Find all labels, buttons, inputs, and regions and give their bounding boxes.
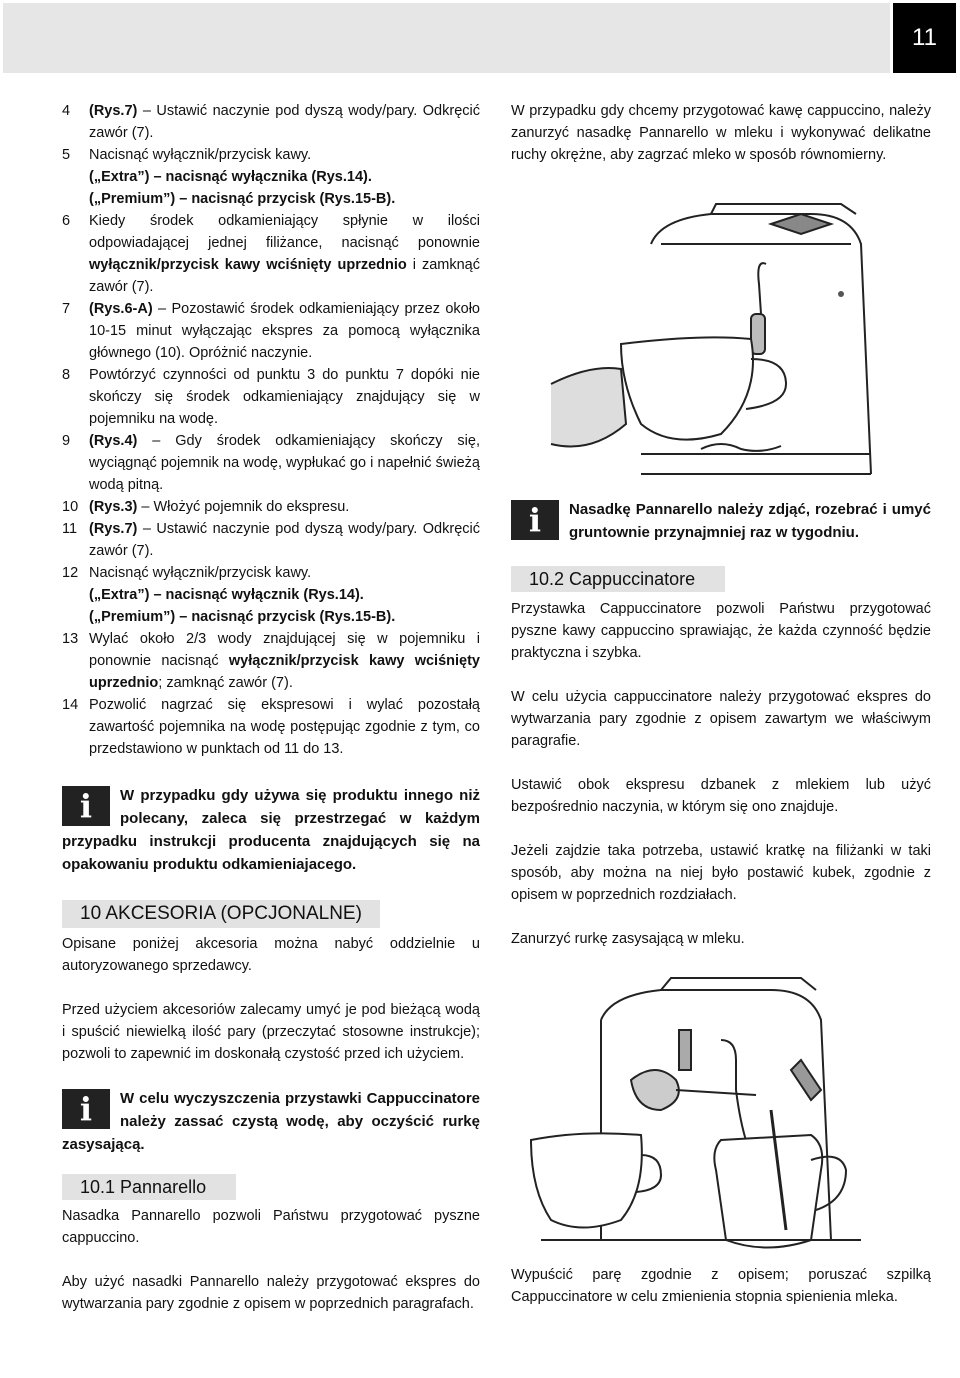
step-item [62, 628, 480, 694]
info-note-pannarello [511, 498, 931, 544]
step-number: 13 [62, 631, 79, 647]
step-item [62, 562, 480, 628]
step-item [62, 298, 480, 364]
info-note-cappuccinatore [62, 1087, 480, 1156]
cappuccinatore-grid: Jeżeli zajdzie taka potrzeba, ustawić kratkę na filiżanki w taki sposób, aby można na niej było postawić kubek, zgodnie z opisem w poprzednich rozdziałach. [511, 843, 931, 903]
step-item [62, 364, 480, 430]
step-item [62, 694, 480, 760]
step-text: Nacisnąć wyłącznik/przycisk kawy. [89, 147, 312, 163]
step-item [62, 518, 480, 562]
subsection-title-cappuccinatore: 10.2 Cappuccinatore [511, 566, 725, 592]
step-item [62, 210, 480, 298]
step-text: (Rys.7) [89, 521, 138, 537]
step-number: 9 [62, 433, 71, 449]
cappuccinatore-intro: Przystawka Cappuccinatore pozwoli Państwu przygotować pyszne kawy cappuccino sprawiając, że każda czynność będzie praktyczna i szybka. [511, 601, 931, 661]
info-note-text: W przypadku gdy używa się produktu innego niż polecany, zaleca się przestrzegać w każdym przypadku instrukcji producenta znajdujących się na opakowaniu produktu odkamieniajacego. [62, 787, 480, 873]
step-subline: („Extra”) – nacisnąć wyłącznik (Rys.14). [89, 587, 364, 603]
step-text: – Gdy środek odkamieniający skończy się, wyciągnąć pojemnik na wodę, wypłukać go i napełnić świeżą wodą pitną. [89, 433, 480, 493]
page-number: 11 [893, 3, 956, 73]
cappuccinatore-steam: Wypuścić parę zgodnie z opisem; poruszać szpilką Cappuccinatore w celu zmienienia stopnia spienienia mleka. [511, 1267, 931, 1305]
header-bar [3, 3, 890, 73]
step-text: (Rys.4) [89, 433, 138, 449]
step-number: 5 [62, 147, 71, 163]
step-text: – Pozostawić środek odkamieniający przez około 10-15 minut wyłączając ekspres za pomocą wyłącznika głównego (10). Opróżnić naczynie. [89, 301, 480, 361]
step-text: wyłącznik/przycisk kawy wciśnięty uprzednio [89, 257, 407, 273]
accessories-intro: Opisane poniżej akcesoria można nabyć oddzielnie u autoryzowanego sprzedawcy. [62, 936, 480, 974]
step-number: 7 [62, 301, 71, 317]
right-column [511, 100, 931, 1308]
step-text: Pozwolić nagrzać się ekspresowi i wylać pozostałą zawartość pojemnika na wodę postępując zgodnie z tym, co przedstawiono w punktach od 11 do 13. [89, 697, 480, 757]
descaling-steps [62, 100, 480, 760]
step-item [62, 430, 480, 496]
info-icon: i [511, 500, 559, 540]
step-number: 11 [62, 521, 78, 537]
info-note-text: W celu wyczyszczenia przystawki Cappuccinatore należy zassać czystą wodę, aby oczyścić rurkę zasysającą. [62, 1090, 480, 1153]
info-icon: i [62, 786, 110, 826]
step-subline: („Extra”) – nacisnąć wyłącznika (Rys.14). [89, 169, 372, 185]
step-subline: („Premium”) – nacisnąć przycisk (Rys.15-B). [89, 609, 396, 625]
step-number: 6 [62, 213, 71, 229]
cappuccinatore-prepare: W celu użycia cappuccinatore należy przygotować ekspres do wytwarzania pary zgodnie z opisem zawartym we właściwym paragrafie. [511, 689, 931, 749]
step-text: (Rys.7) [89, 103, 138, 119]
pannarello-usage: Aby użyć nasadki Pannarello należy przygotować ekspres do wytwarzania pary zgodnie z opisem w poprzednich paragrafach. [62, 1274, 480, 1312]
step-text: Nacisnąć wyłącznik/przycisk kawy. [89, 565, 312, 581]
step-item [62, 496, 480, 518]
pannarello-illustration [511, 184, 931, 484]
step-number: 12 [62, 565, 79, 581]
step-text: Powtórzyć czynności od punktu 3 do punktu 7 dopóki nie skończy się środek odkamieniający znajdujący się w pojemniku na wodę. [89, 367, 480, 427]
step-number: 8 [62, 367, 71, 383]
step-text: ; zamknąć zawór (7). [158, 675, 293, 691]
step-number: 10 [62, 499, 79, 515]
cappuccinatore-immerse: Zanurzyć rurkę zasysającą w mleku. [511, 931, 745, 947]
step-text: (Rys.3) [89, 499, 138, 515]
section-title-accessories: 10 AKCESORIA (OPCJONALNE) [62, 900, 380, 928]
step-text: (Rys.6-A) [89, 301, 153, 317]
left-column [62, 100, 480, 1315]
subsection-title-pannarello: 10.1 Pannarello [62, 1174, 236, 1200]
step-number: 4 [62, 103, 71, 119]
step-text: wyłącznik/przycisk kawy wciśnięty uprzednio [89, 653, 480, 691]
info-icon: i [62, 1089, 110, 1129]
step-number: 14 [62, 697, 79, 713]
step-text: i zamknąć zawór (7). [89, 257, 480, 295]
step-item [62, 100, 480, 144]
info-note-text: Nasadkę Pannarello należy zdjąć, rozebrać i umyć gruntownie przynajmniej raz w tygodniu. [569, 501, 931, 541]
step-item [62, 144, 480, 210]
step-text: – Włożyć pojemnik do ekspresu. [137, 499, 350, 515]
pannarello-intro: Nasadka Pannarello pozwoli Państwu przygotować pyszne cappuccino. [62, 1208, 480, 1246]
info-note-descaler [62, 784, 480, 876]
step-subline: („Premium”) – nacisnąć przycisk (Rys.15-B). [89, 191, 396, 207]
cappuccinatore-jug: Ustawić obok ekspresu dzbanek z mlekiem lub użyć bezpośrednio naczynia, w którym się ono znajduje. [511, 777, 931, 815]
step-text: Kiedy środek odkamieniający spłynie w ilości odpowiadającej jednej filiżance, nacisnąć ponownie [89, 213, 480, 251]
accessories-cleaning: Przed użyciem akcesoriów zalecamy umyć je pod bieżącą wodą i spuścić niewielką ilość pary (przeczytać stosowne instrukcje); pozwoli to zapewnić im doskonałą czystość przed ich użyciem. [62, 1002, 480, 1062]
step-text: – Ustawić naczynie pod dyszą wody/pary. Odkręcić zawór (7). [89, 103, 480, 141]
cappuccinatore-illustration [511, 970, 931, 1260]
step-text: Wylać około 2/3 wody znajdującej się w pojemniku i ponownie nacisnąć [89, 631, 480, 669]
pannarello-instructions: W przypadku gdy chcemy przygotować kawę cappuccino, należy zanurzyć nasadkę Pannarello w mleku i wykonywać delikatne ruchy okrężne, aby zagrzać mleko w sposób równomierny. [511, 103, 931, 163]
step-text: – Ustawić naczynie pod dyszą wody/pary. Odkręcić zawór (7). [89, 521, 480, 559]
